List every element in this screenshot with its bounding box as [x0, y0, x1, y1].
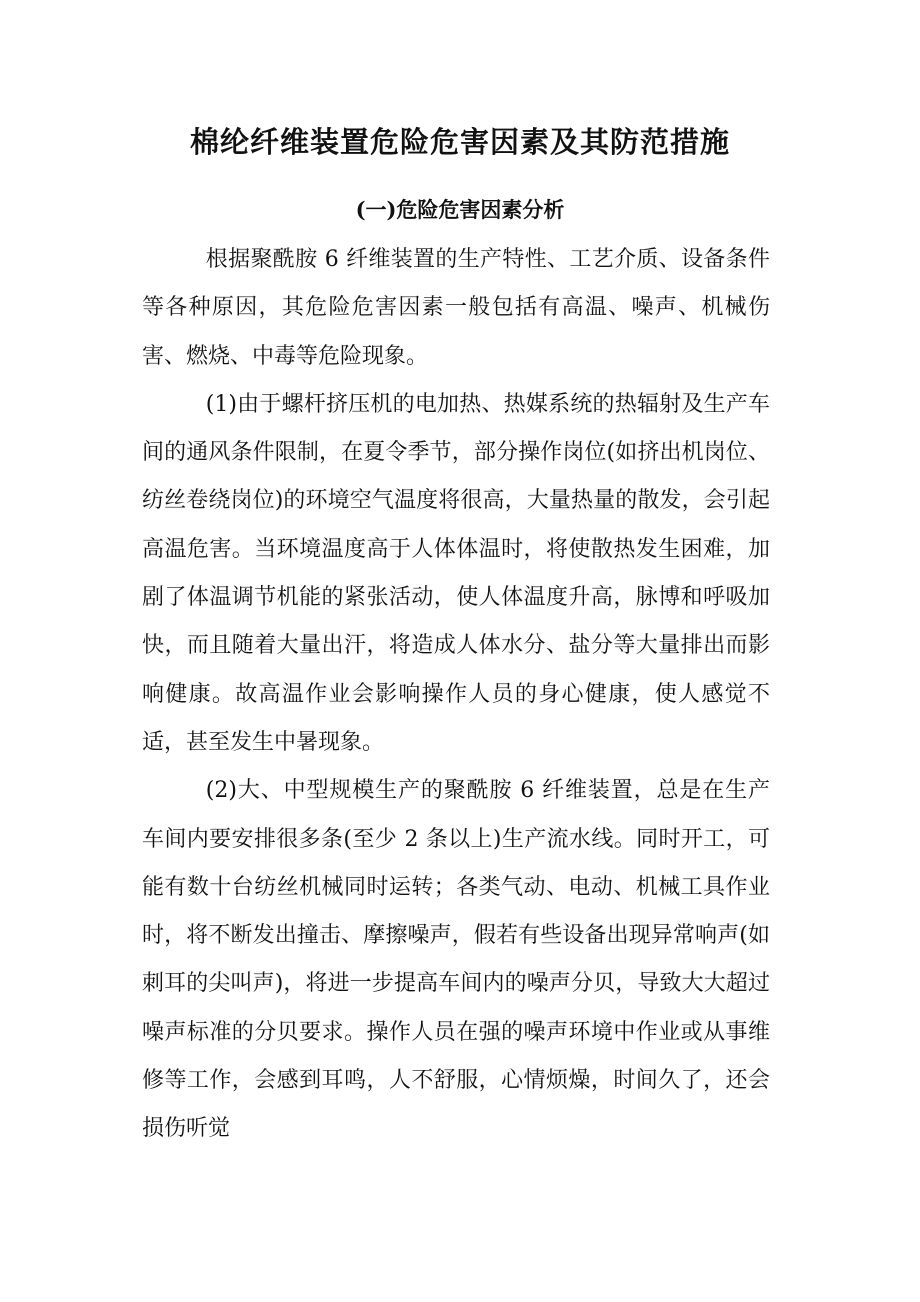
paragraph-high-temperature: (1)由于螺杆挤压机的电加热、热媒系统的热辐射及生产车间的通风条件限制，在夏令季节，部分操作岗位(如挤出机岗位、纺丝卷绕岗位)的环境空气温度将很高，大量热量的散发，会引起高温危害。当环境温度高于人体体温时，将使散热发生困难，加剧了体温调节机能的紧张活动，使人体温度升高，脉博和呼吸加快，而且随着大量出汗，将造成人体水分、盐分等大量排出而影响健康。故高温作业会影响操作人员的身心健康，使人感觉不适，甚至发生中暑现象。: [142, 391, 770, 755]
paragraph-noise: (2)大、中型规模生产的聚酰胺 6 纤维装置，总是在生产车间内要安排很多条(至少 2 条以上)生产流水线。同时开工，可能有数十台纺丝机械同时运转；各类气动、电动、机械工具作业时，将不断发出撞击、摩擦噪声，假若有些设备出现异常响声(如刺耳的尖叫声)，将进一步提高车间内的噪声分贝，导致大大超过噪声标准的分贝要求。操作人员在强的噪声环境中作业或从事维修等工作，会感到耳鸣，人不舒服，心情烦燥，时间久了，还会损伤听觉: [142, 778, 770, 1142]
section-heading: (一)危险危害因素分析: [355, 197, 565, 222]
document-body: [142, 236, 770, 1154]
document-title: 棉纶纤维装置危险危害因素及其防范措施: [189, 125, 730, 159]
paragraph-intro: 根据聚酰胺 6 纤维装置的生产特性、工艺介质、设备条件等各种原因，其危险危害因素一般包括有高温、噪声、机械伤害、燃烧、中毒等危险现象。: [142, 247, 770, 369]
